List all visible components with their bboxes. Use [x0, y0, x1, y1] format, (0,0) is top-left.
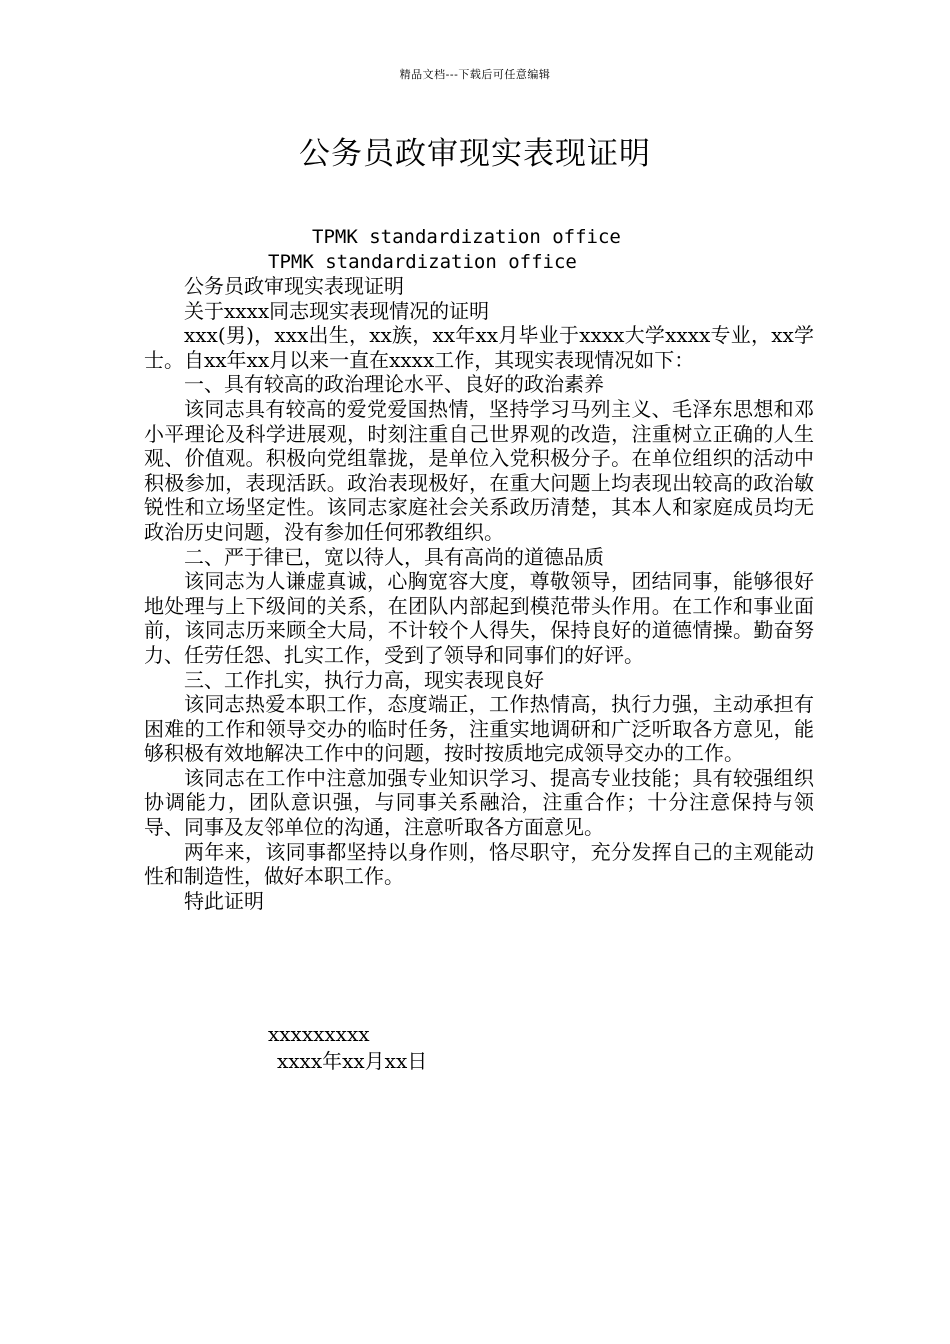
document-title: 公务员政审现实表现证明: [299, 136, 651, 172]
office-line: TPMK standardization office: [268, 251, 577, 273]
section-heading-2: 二、严于律已，宽以待人，具有高尚的道德品质: [184, 544, 604, 569]
body-paragraph: 该同志具有较高的爱党爱国热情，坚持学习马列主义、毛泽东思想和邓小平理论及科学进展观，时刻注重自己世界观的改造，注重树立正确的人生观、价值观。积极向党组靠拢，是单位入党积极分子。在单位组织的活动中积极参加，表现活跃。政治表现极好，在重大问题上均表现出较高的政治敏锐性和立场坚定性。该同志家庭社会关系政历清楚，其本人和家庭成员均无政治历史问题，没有参加任何邪教组织。: [144, 396, 814, 544]
document-body: [144, 274, 814, 913]
header-note: 精品文档---下载后可任意编辑: [399, 68, 551, 81]
date-line: xxxx年xx月xx日: [277, 1049, 428, 1073]
closing-line: 特此证明: [184, 888, 264, 913]
section-heading-1: 一、具有较高的政治理论水平、良好的政治素养: [184, 372, 604, 397]
certificate-heading: 关于xxxx同志现实表现情况的证明: [184, 298, 490, 323]
body-paragraph: 该同志在工作中注意加强专业知识学习、提高专业技能；具有较强组织协调能力，团队意识强，与同事关系融洽，注重合作；十分注意保持与领导、同事及友邻单位的沟通，注意听取各方面意见。: [144, 765, 814, 840]
body-paragraph: 两年来，该同事都坚持以身作则，恪尽职守，充分发挥自己的主观能动性和制造性，做好本职工作。: [144, 839, 814, 889]
subtitle-paragraph: 公务员政审现实表现证明: [184, 274, 404, 298]
body-paragraph: 该同志热爱本职工作，态度端正，工作热情高，执行力强，主动承担有困难的工作和领导交办的临时任务，注重实地调研和广泛听取各方意见，能够积极有效地解决工作中的问题，按时按质地完成领导交办的工作。: [144, 692, 814, 766]
signature-line: xxxxxxxxx: [268, 1022, 370, 1046]
intro-paragraph: xxx(男)，xxx出生，xx族，xx年xx月毕业于xxxx大学xxxx专业，xx学士。自xx年xx月以来一直在xxxx工作，其现实表现情况如下：: [144, 323, 814, 372]
office-line: TPMK standardization office: [312, 226, 621, 248]
section-heading-3: 三、工作扎实，执行力高，现实表现良好: [184, 667, 544, 692]
body-paragraph: 该同志为人谦虚真诚，心胸宽容大度，尊敬领导，团结同事，能够很好地处理与上下级间的关系，在团队内部起到模范带头作用。在工作和事业面前，该同志历来顾全大局，不计较个人得失，保持良好的道德情操。勤奋努力、任劳任怨、扎实工作，受到了领导和同事们的好评。: [144, 569, 814, 667]
